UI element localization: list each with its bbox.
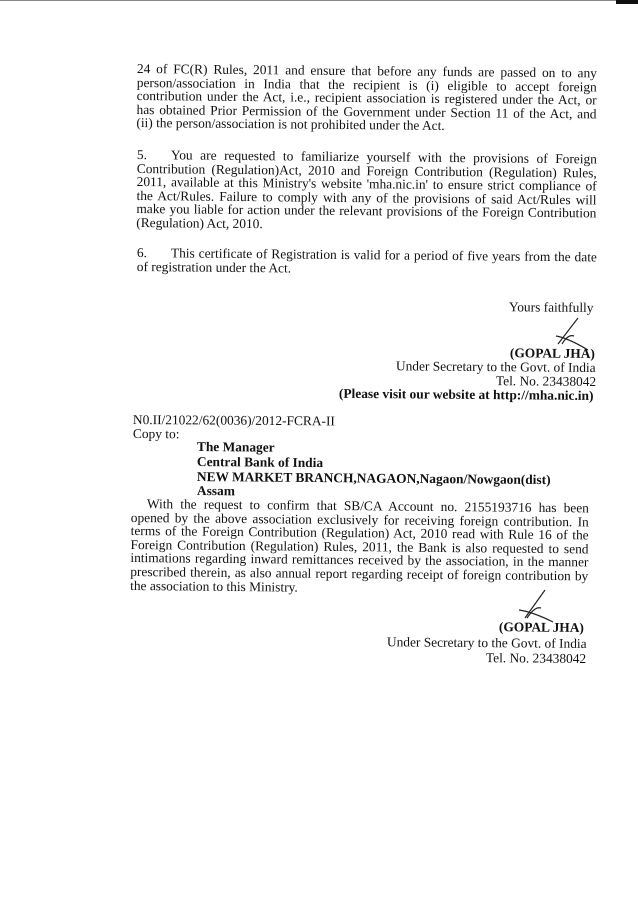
- signatory-1-designation: Under Secretary to the Govt. of India: [396, 358, 596, 375]
- signatory-1-tel: Tel. No. 23438042: [495, 373, 596, 389]
- addressee-line-3: NEW MARKET BRANCH,NAGAON,Nagaon/Nowgaon(dist): [196, 469, 551, 488]
- signatory-2-tel: Tel. No. 23438042: [485, 650, 586, 666]
- paragraph-continued: 24 of FC(R) Rules, 2011 and ensure that before any funds are passed on to any person/association in India that the recipient is (i) eligible to accept foreign contribution under the Act, i.e., recipient association is registered under the Act, or has obtained Prior Permission of the Government under Section 11 of the Act, and (ii) the person/association is not prohibited under the Act.: [136, 61, 597, 134]
- addressee-line-1: The Manager: [196, 439, 275, 455]
- paragraph-6: [137, 246, 597, 278]
- paragraph-6-number: 6.: [136, 245, 148, 261]
- paragraph-5: [136, 148, 597, 234]
- addressee-line-2: Central Bank of India: [196, 454, 324, 471]
- signatory-2-designation: Under Secretary to the Govt. of India: [387, 634, 587, 651]
- closing-salutation: Yours faithfully: [509, 299, 594, 315]
- signature-icon-2: [513, 586, 559, 624]
- paragraph-5-text: You are requested to familiarize yourself with the provisions of Foreign Contribution (Regulation)Act, 2010 and Foreign Contribution (Regulation) Rules, 2011, available at this Ministry's website 'mha.nic.in' to ensure strict compliance of the Act/Rules. Failure to comply with any of the provisions of said Act/Rules will make you liable for action under the relevant provisions of the Foreign Contribution (Regulation) Act, 2010.: [136, 147, 597, 232]
- paragraph-6-text: This certificate of Registration is valid for a period of five years from the date of registration under the Act.: [136, 245, 597, 276]
- reference-number: N0.II/21022/62(0036)/2012-FCRA-II: [132, 412, 335, 429]
- signatory-2-name: (GOPAL JHA): [498, 619, 584, 635]
- paragraph-5-number: 5.: [136, 147, 148, 163]
- signatory-1-name: (GOPAL JHA): [509, 345, 595, 361]
- website-note: (Please visit our website at http://mha.nic.in): [339, 385, 594, 403]
- bank-paragraph: With the request to confirm that SB/CA Account no. 2155193716 has been opened by the above association exclusively for receiving foreign contribution. In terms of the Foreign Contribution (Regulation) Act, 2010 read with Rule 16 of the Foreign Contribution (Regulation) Rules, 2011, the Bank is also requested to send intimations regarding inward remittances received by the association, in the manner prescribed therein, as also annual report regarding receipt of foreign contribution by the association to this Ministry.: [130, 496, 589, 595]
- scan-edge-line: [0, 0, 638, 1]
- copy-to-label: Copy to:: [132, 426, 180, 442]
- scan-corner-mark: [616, 0, 638, 4]
- addressee-line-4: Assam: [196, 483, 235, 499]
